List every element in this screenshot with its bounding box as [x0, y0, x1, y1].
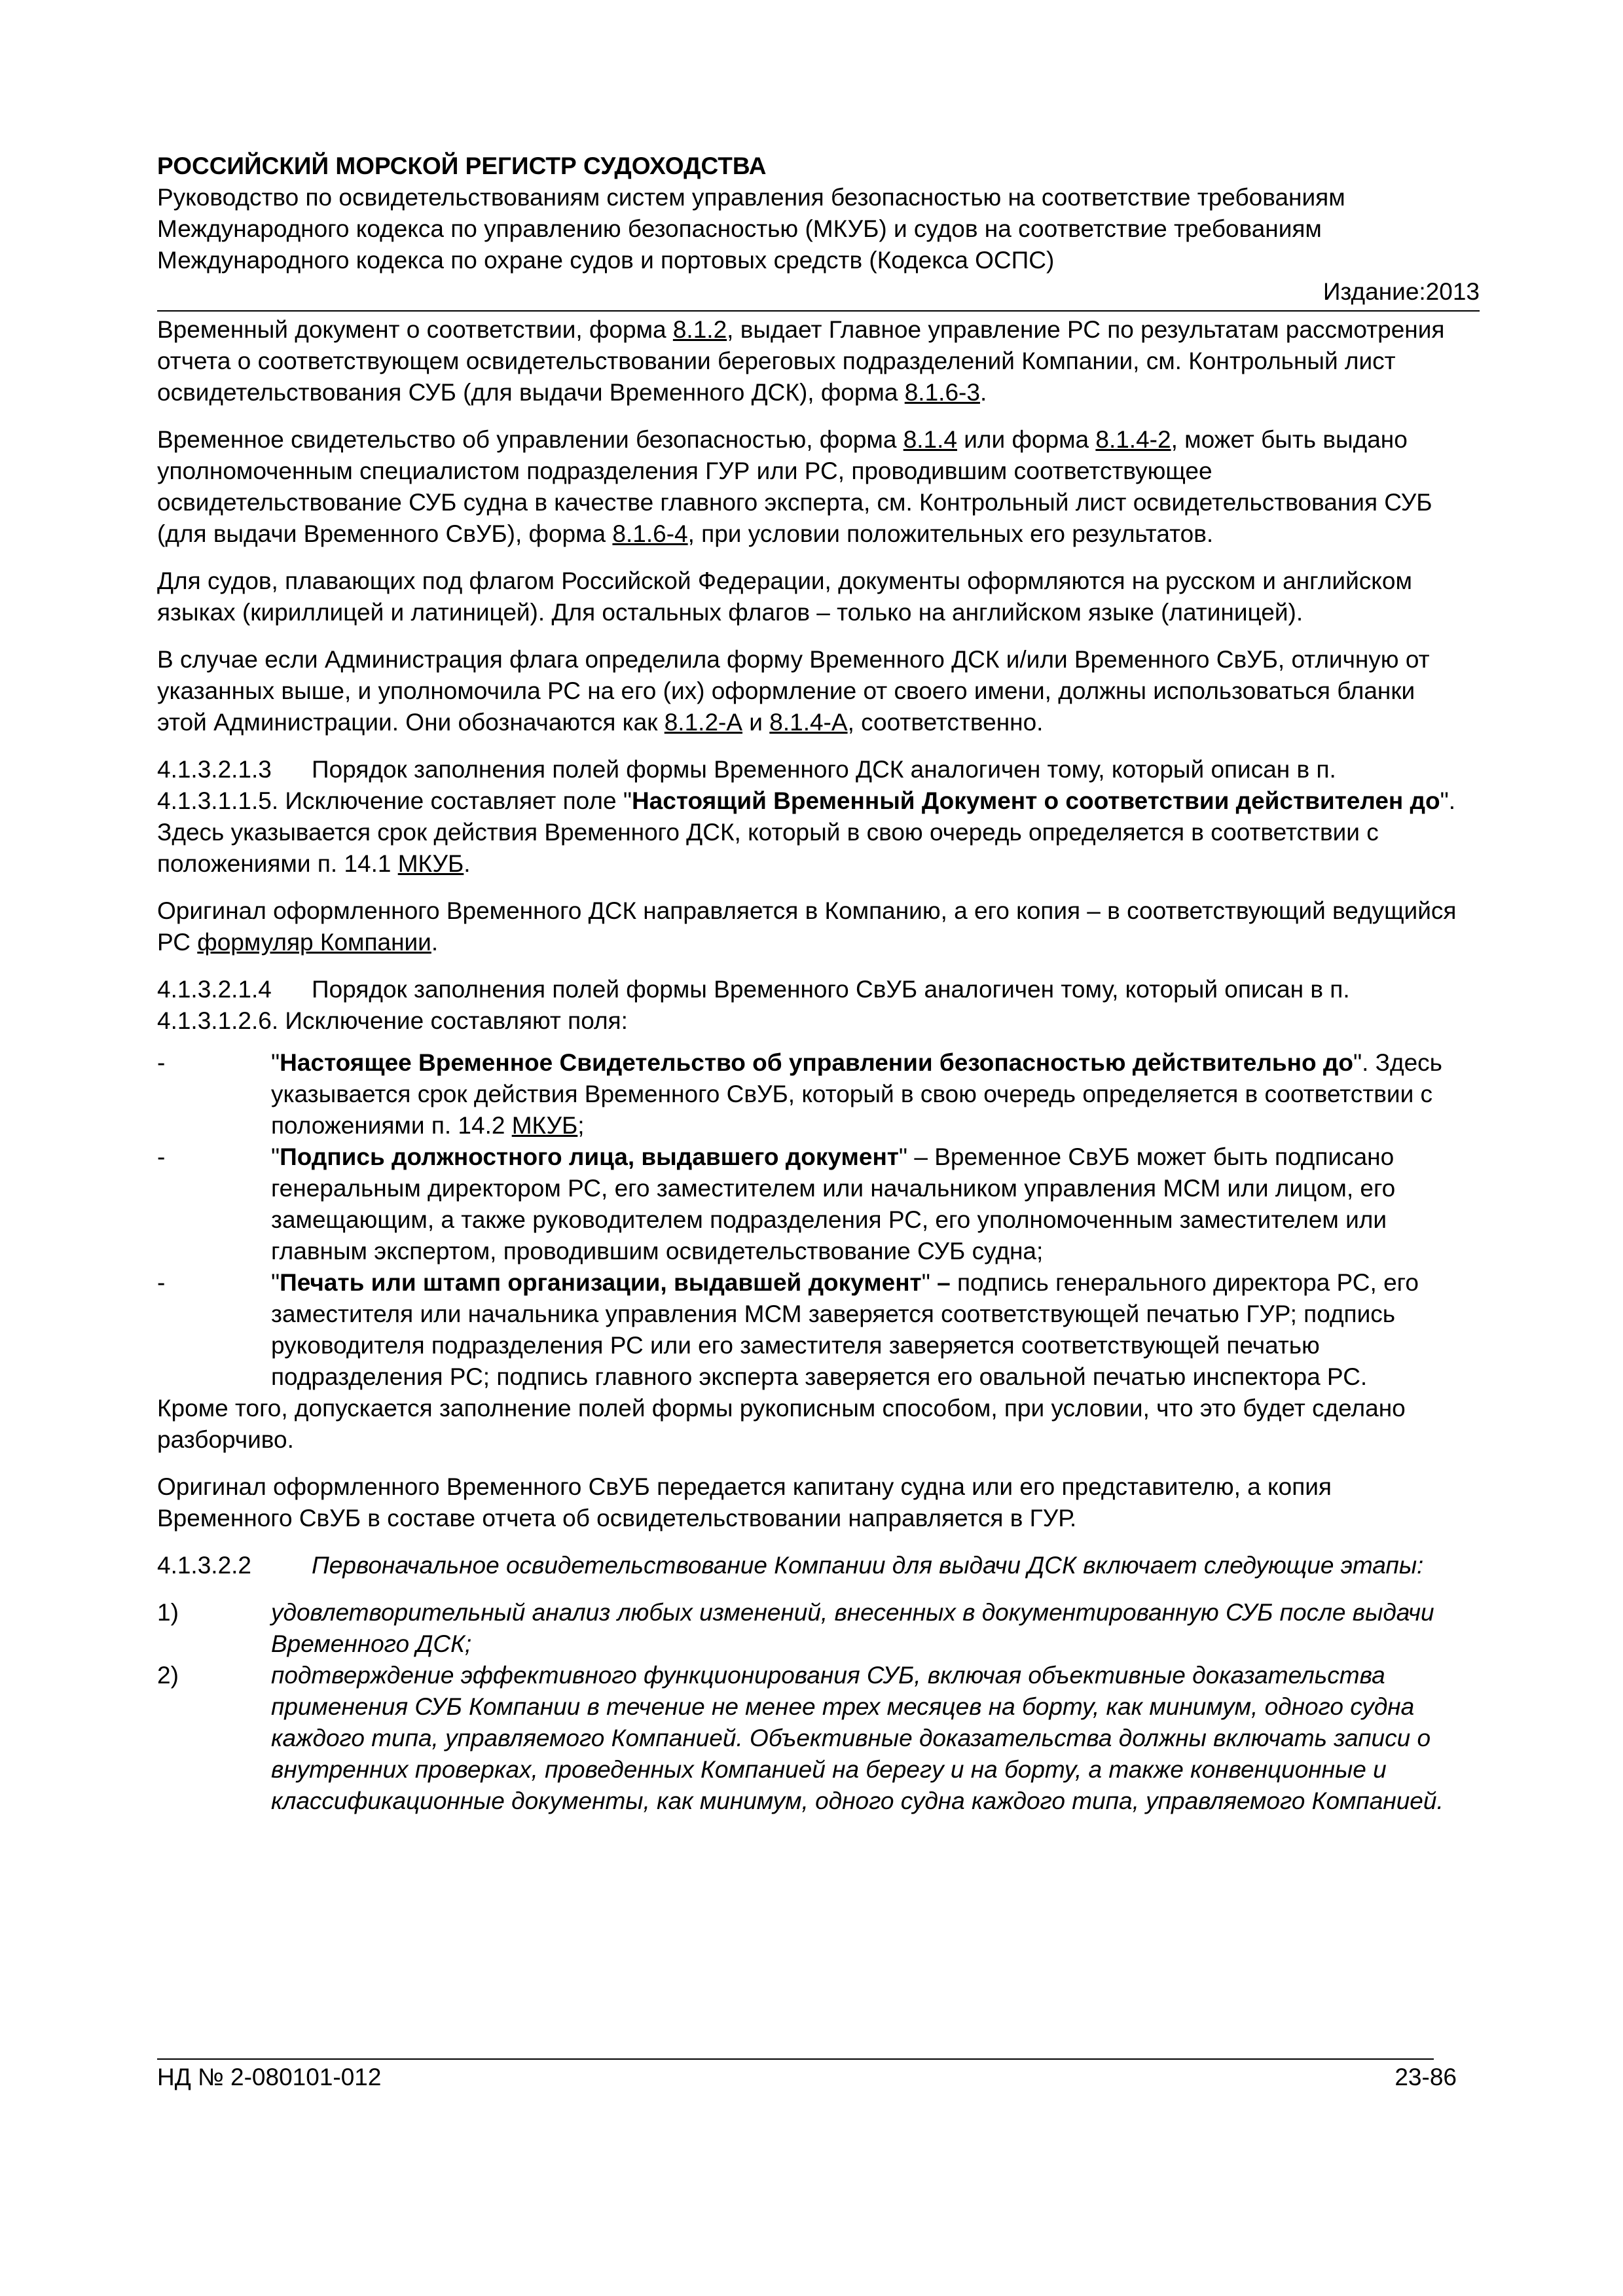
form-link-8-1-2[interactable]: 8.1.2: [672, 316, 727, 343]
section-number: 4.1.3.2.1.4: [157, 976, 272, 1003]
paragraph-original-svub: Оригинал оформленного Временного СвУБ передается капитану судна или его представителю, а копия Временного СвУБ в составе отчета об освидетельствовании направляется в ГУР.: [157, 1473, 1332, 1532]
mkub-link[interactable]: МКУБ: [397, 850, 464, 877]
paragraph-temporary-doc: Временный документ о соответствии, форма 8.1.2, выдает Главное управление РС по результатам рассмотрения отчета о соответствующем освидетельствовании береговых подразделений Компании, см. Контрольный лист освидетельствования СУБ (для выдачи Временного ДСК), форма 8.1.6-3.: [157, 316, 1445, 406]
paragraph-handwritten: Кроме того, допускается заполнение полей формы рукописным способом, при условии, что это будет сделано разборчиво.: [157, 1395, 1406, 1453]
form-link-8-1-4-2[interactable]: 8.1.4-2: [1095, 426, 1171, 453]
list-item: - "Подпись должностного лица, выдавшего документ" – Временное СвУБ может быть подписано генеральным директором РС, его заместителем или начальником управления МСМ или лицом, его замещающим, а также руководителем подразделения РС, его уполномоченным заместителем или главным экспертом, проводившим освидетельствование СУБ судна;: [157, 1143, 1396, 1265]
mkub-link[interactable]: МКУБ: [511, 1112, 578, 1139]
list-item: - "Печать или штамп организации, выдавшей документ" – подпись генерального директора РС, его заместителя или начальника управления МСМ заверяется соответствующей печатью ГУР; подпись руководителя подразделения РС или его заместителя заверяется соответствующей печатью подразделения РС; подпись главного эксперта заверяется его овальной печатью инспектора РС.: [157, 1269, 1419, 1390]
paragraph-4-1-3-2-1-3: 4.1.3.2.1.3 Порядок заполнения полей формы Временного ДСК аналогичен тому, который описан в п. 4.1.3.1.1.5. Исключение составляет поле "Настоящий Временный Документ о соответствии действителен до". Здесь указывается срок действия Временного ДСК, который в свою очередь определяется в соответствии с положениями п. 14.1 МКУБ.: [157, 754, 1457, 880]
page-footer: [157, 2062, 1457, 2093]
document-subtitle: Руководство по освидетельствованиям систем управления безопасностью на соответствие требованиям Международного кодекса по управлению безопасностью (МКУБ) и судов на соответствие требованиям Международного кодекса по охране судов и портовых средств (Кодекса ОСПС): [157, 184, 1345, 274]
form-link-8-1-6-3[interactable]: 8.1.6-3: [904, 379, 980, 406]
fields-list: [157, 1047, 1457, 1393]
paragraph-languages: Для судов, плавающих под флагом Российской Федерации, документы оформляются на русском и английском языках (кириллицей и латиницей). Для остальных флагов – только на английском языке (латиницей).: [157, 567, 1412, 626]
footer-divider: [157, 2058, 1434, 2060]
form-link-8-1-2-a[interactable]: 8.1.2-А: [664, 709, 743, 736]
form-link-8-1-4[interactable]: 8.1.4: [903, 426, 957, 453]
section-number: 4.1.3.2.2: [157, 1552, 252, 1579]
paragraph-4-1-3-2-2: 4.1.3.2.2 Первоначальное освидетельствование Компании для выдачи ДСК включает следующие этапы:: [157, 1550, 1457, 1581]
paragraph-flag-administration: В случае если Администрация флага определила форму Временного ДСК и/или Временного СвУБ, отличную от указанных выше, и уполномочила РС на его (их) оформление от своего имени, должны использоваться бланки этой Администрации. Они обозначаются как 8.1.2-А и 8.1.4-А, соответственно.: [157, 646, 1430, 736]
document-body: [157, 314, 1457, 1817]
list-item: - "Настоящее Временное Свидетельство об управлении безопасностью действительно до". Здесь указывается срок действия Временного СвУБ, который в свою очередь определяется в соответствии с положениями п. 14.2 МКУБ;: [157, 1049, 1442, 1139]
paragraph-original-dsk: Оригинал оформленного Временного ДСК направляется в Компанию, а его копия – в соответствующий ведущийся РС формуляр Компании.: [157, 897, 1457, 956]
edition-label: Издание:2013: [157, 276, 1480, 312]
paragraph-temporary-certificate: Временное свидетельство об управлении безопасностью, форма 8.1.4 или форма 8.1.4-2, может быть выдано уполномоченным специалистом подразделения ГУР или РС, проводившим соответствующее освидетельствование СУБ судна в качестве главного эксперта, см. Контрольный лист освидетельствования СУБ (для выдачи Временного СвУБ), форма 8.1.6-4, при условии положительных его результатов.: [157, 426, 1432, 547]
stages-list: [157, 1597, 1457, 1817]
company-record-link[interactable]: формуляр Компании: [197, 929, 431, 956]
section-number: 4.1.3.2.1.3: [157, 756, 272, 783]
form-link-8-1-6-4[interactable]: 8.1.6-4: [612, 520, 688, 547]
document-number: НД № 2-080101-012: [157, 2064, 382, 2090]
form-link-8-1-4-a[interactable]: 8.1.4-А: [769, 709, 848, 736]
page-number: 23-86: [1395, 2064, 1457, 2090]
organization-title: РОССИЙСКИЙ МОРСКОЙ РЕГИСТР СУДОХОДСТВА: [157, 152, 767, 179]
document-page: [157, 151, 1480, 1817]
list-item: 1) удовлетворительный анализ любых изменений, внесенных в документированную СУБ после выдачи Временного ДСК;: [157, 1599, 1434, 1657]
list-item: 2) подтверждение эффективного функционирования СУБ, включая объективные доказательства применения СУБ Компании в течение не менее трех месяцев на борту, как минимум, одного судна каждого типа, управляемого Компанией. Объективные доказательства должны включать записи о внутренних проверках, проведенных Компанией на берегу и на борту, а также конвенционные и классификационные документы, как минимум, одного судна каждого типа, управляемого Компанией.: [157, 1662, 1444, 1814]
paragraph-4-1-3-2-1-4: 4.1.3.2.1.4 Порядок заполнения полей формы Временного СвУБ аналогичен тому, который описан в п. 4.1.3.1.2.6. Исключение составляют поля:: [157, 974, 1457, 1037]
